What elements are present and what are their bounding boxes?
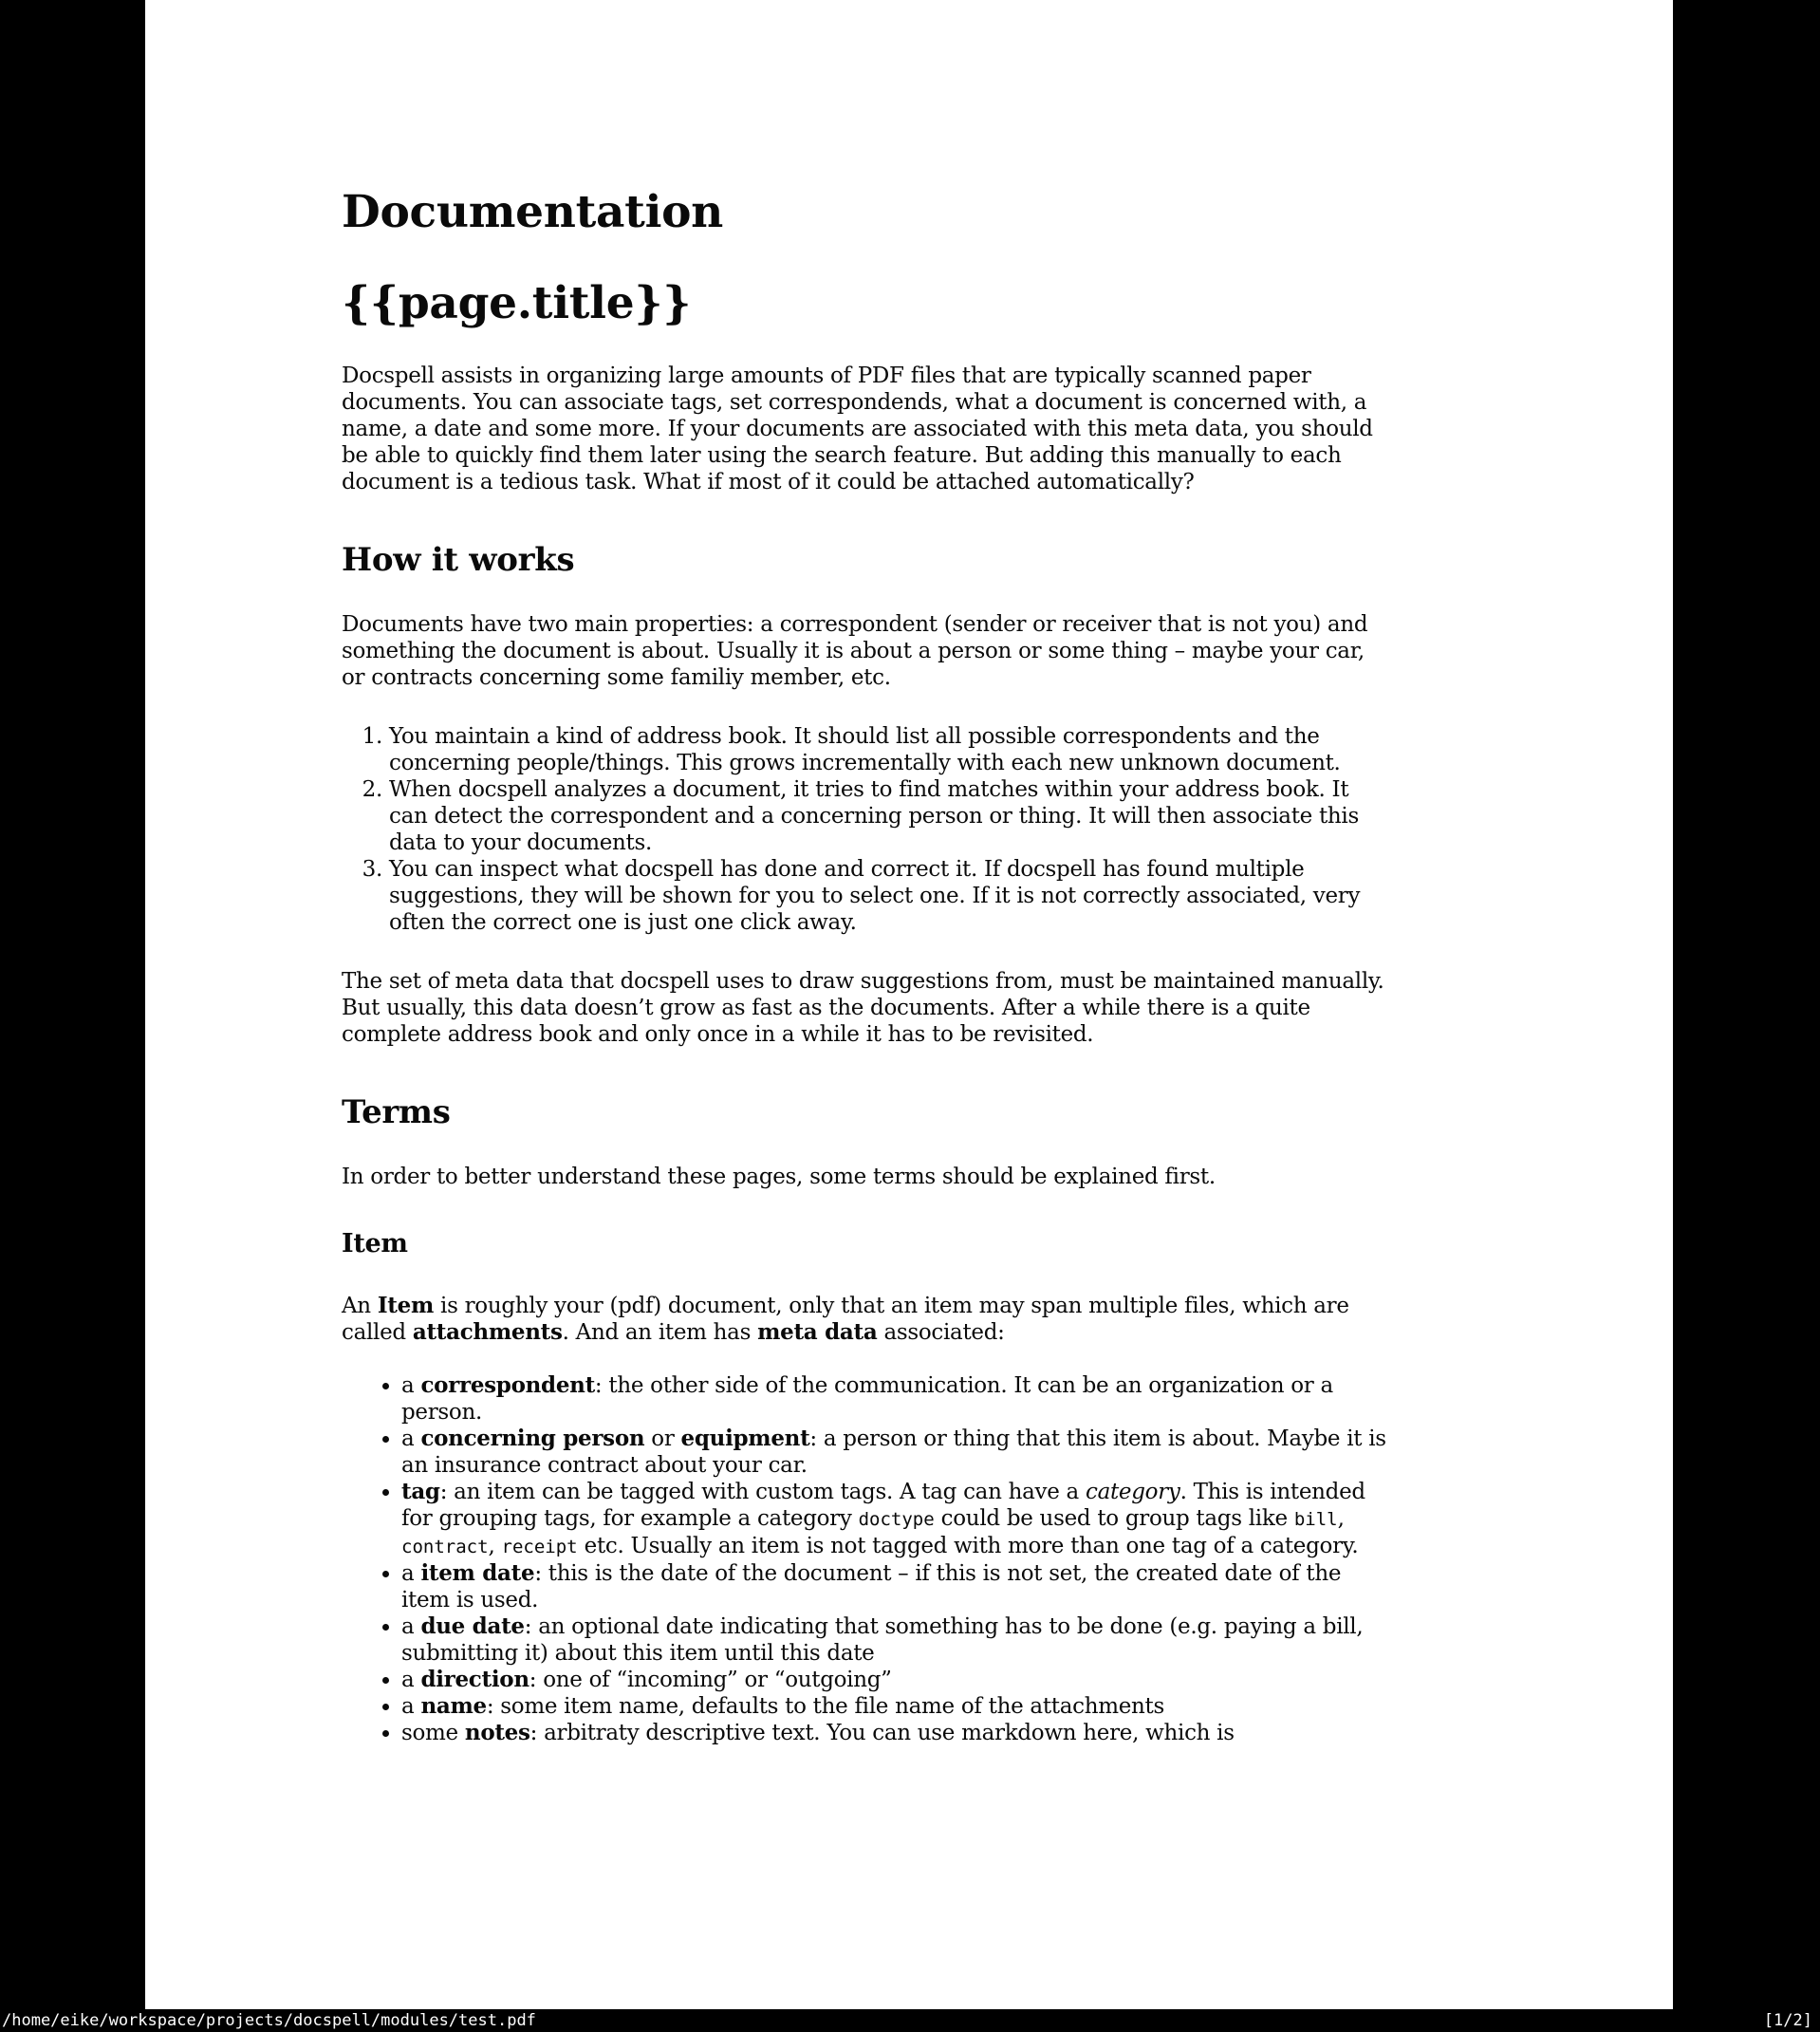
bold-text: meta data	[757, 1319, 878, 1345]
bold-text: concerning person	[420, 1426, 645, 1451]
text-segment: a	[401, 1373, 421, 1398]
text-segment: a	[401, 1426, 421, 1451]
list-item	[389, 776, 1390, 856]
bold-text: Item	[377, 1293, 434, 1318]
list-item	[389, 723, 1390, 776]
text-segment: or	[644, 1426, 681, 1451]
text-segment: . This is intended for grouping tags, for example a category	[401, 1480, 1365, 1531]
text-segment: : some item name, defaults to the file name of the attachments	[486, 1694, 1164, 1719]
list-item	[401, 1426, 1390, 1479]
text-segment: : an item can be tagged with custom tags. A tag can have a	[439, 1480, 1086, 1504]
bold-text: direction	[420, 1667, 529, 1692]
subsection-heading: Item	[342, 1229, 408, 1258]
text-segment: ,	[1337, 1506, 1345, 1531]
text-segment: associated:	[877, 1320, 1005, 1345]
bold-text: equipment	[680, 1426, 810, 1451]
bullet-list	[342, 1372, 1390, 1746]
text-segment: a	[401, 1561, 421, 1586]
text-segment: a	[401, 1668, 421, 1692]
bold-text: correspondent	[420, 1372, 595, 1398]
bold-text: tag	[401, 1479, 440, 1504]
text-segment: a	[401, 1614, 421, 1639]
numbered-list	[342, 723, 1390, 936]
text-segment: : the other side of the communication. It can be an organization or a person.	[401, 1373, 1333, 1425]
heading: {{page.title}}	[342, 277, 692, 329]
bold-text: item date	[420, 1560, 535, 1586]
text-segment: ,	[488, 1534, 502, 1558]
text-segment: : this is the date of the document – if this is not set, the created date of the item is used.	[401, 1561, 1342, 1613]
text-segment: is roughly your (pdf) document, only that an item may span multiple files, which are called	[342, 1294, 1349, 1345]
text-segment: : a person or thing that this item is about. Maybe it is an insurance contract about your car.	[401, 1426, 1386, 1478]
text-segment: could be used to group tags like	[934, 1506, 1294, 1531]
text-segment: You can inspect what docspell has done and correct it. If docspell has found multiple suggestions, they will be shown for you to select one. If it is not correctly associated, very often the correct one is just one click away.	[389, 857, 1361, 935]
statusbar-page-indicator: [1/2]	[1763, 2011, 1812, 2030]
text-segment: An	[342, 1294, 378, 1318]
paragraph	[342, 1293, 1390, 1346]
inline-code: doctype	[858, 1509, 935, 1530]
bold-text: name	[420, 1693, 487, 1719]
inline-code: contract	[401, 1537, 489, 1557]
text-segment: . And an item has	[562, 1320, 758, 1345]
text-segment: some	[401, 1721, 465, 1745]
list-item	[401, 1479, 1390, 1560]
text-segment: You maintain a kind of address book. It should list all possible correspondents and the concerning people/things. This grows incrementally with each new unknown document.	[389, 724, 1341, 775]
list-item	[389, 856, 1390, 936]
list-item	[401, 1693, 1390, 1720]
paragraph: Docspell assists in organizing large amounts of PDF files that are typically scanned paper documents. You can associate tags, set correspondends, what a document is concerned with, a name, a date and some more. If your documents are associated with this meta data, you should be able to quickly find them later using the search feature. But adding this manually to each document is a tedious task. What if most of it could be attached automatically?	[342, 364, 1373, 494]
list-item	[401, 1560, 1390, 1613]
text-segment: : one of “incoming” or “outgoing”	[529, 1668, 892, 1692]
heading: Documentation	[342, 186, 724, 238]
list-item	[401, 1372, 1390, 1426]
paragraph: The set of meta data that docspell uses to draw suggestions from, must be maintained manually. But usually, this data doesn’t grow as fast as the documents. After a while there is a quite complete address book and only once in a while it has to be revisited.	[342, 969, 1384, 1047]
section-heading: Terms	[342, 1093, 451, 1131]
list-item	[401, 1667, 1390, 1693]
text-segment: etc. Usually an item is not tagged with more than one tag of a category.	[577, 1534, 1359, 1558]
bold-text: due date	[420, 1613, 525, 1639]
statusbar-file-path: /home/eike/workspace/projects/docspell/modules/test.pdf	[2, 2011, 536, 2030]
list-item	[401, 1613, 1390, 1667]
section-heading: How it works	[342, 541, 575, 579]
italic-text: category	[1085, 1480, 1180, 1504]
bold-text: attachments	[412, 1319, 563, 1345]
document-content	[342, 0, 1390, 1746]
bold-text: notes	[464, 1720, 530, 1745]
inline-code: bill	[1293, 1509, 1338, 1530]
text-segment: a	[401, 1694, 421, 1719]
paragraph: In order to better understand these pages, some terms should be explained first.	[342, 1165, 1216, 1189]
statusbar	[0, 2009, 1820, 2032]
inline-code: receipt	[501, 1537, 578, 1557]
text-segment: : arbitraty descriptive text. You can use markdown here, which is	[529, 1721, 1235, 1745]
paragraph: Documents have two main properties: a correspondent (sender or receiver that is not you) and something the document is about. Usually it is about a person or some thing – maybe your car, or contracts concerning some familiy member, etc.	[342, 612, 1368, 690]
text-segment: When docspell analyzes a document, it tries to find matches within your address book. It can detect the correspondent and a concerning person or thing. It will then associate this data to your documents.	[389, 777, 1359, 855]
pdf-page	[145, 0, 1673, 2009]
list-item	[401, 1720, 1390, 1746]
text-segment: : an optional date indicating that something has to be done (e.g. paying a bill, submitting it) about this item until this date	[401, 1614, 1364, 1666]
